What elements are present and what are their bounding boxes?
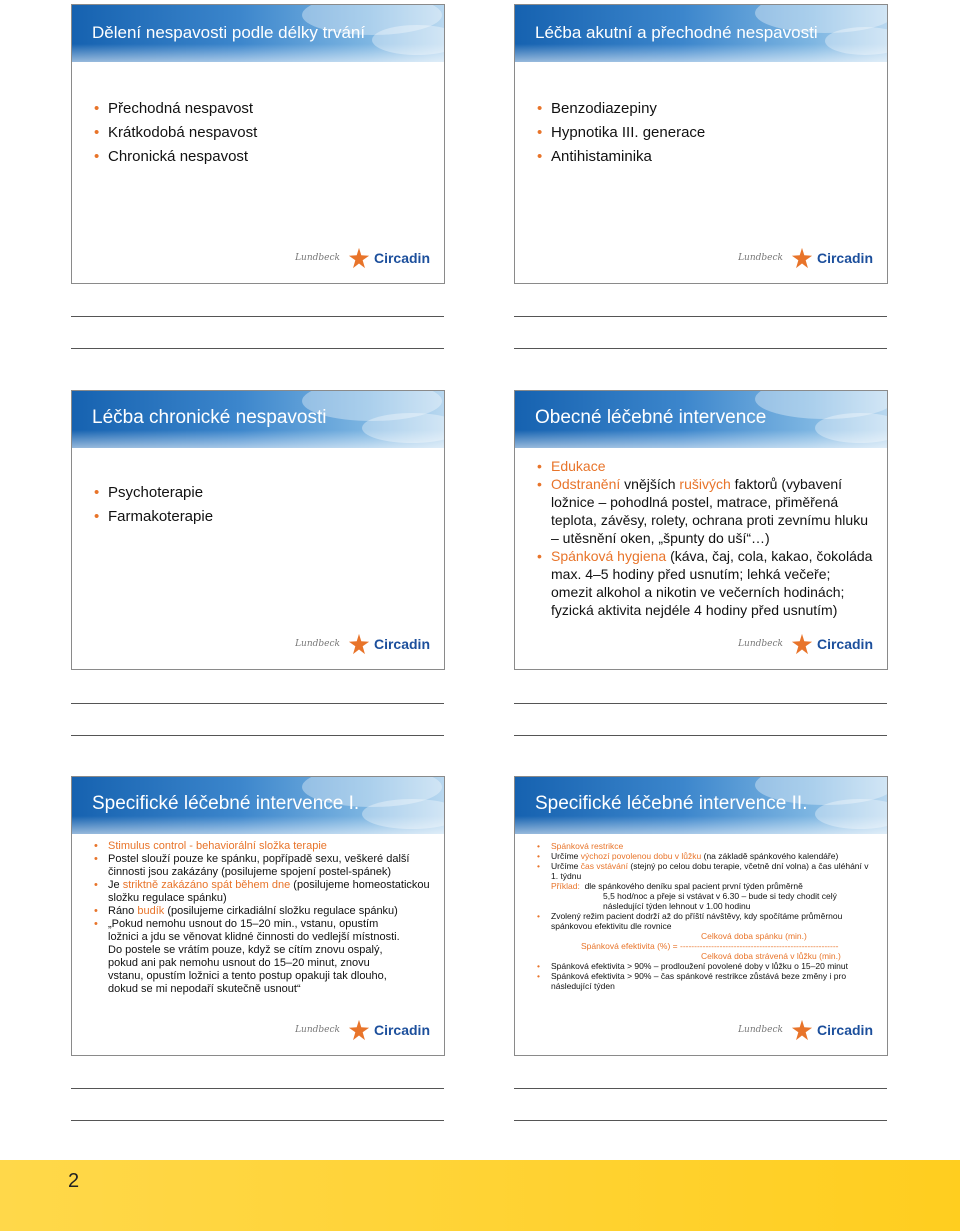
slide-3 <box>71 390 445 670</box>
page-number: 2 <box>68 1170 80 1192</box>
notes-line <box>514 1088 887 1089</box>
bullet: • Určíme čas vstávání (stejný po celou dobu terapie, včetně dní volna) a čas uléhání v 1. týdnu <box>535 861 875 881</box>
notes-line <box>514 316 887 317</box>
slide-title: Dělení nespavosti podle délky trvání <box>92 23 366 42</box>
bullet: • Spánková hygiena (káva, čaj, cola, kakao, čokoláda max. 4–5 hodiny před usnutím; lehká večeře; omezit alkohol a nikotin ve večerních hodinách; fyzická aktivita nejdéle 4 hodiny před usnutím) <box>535 547 873 619</box>
slide-header <box>72 5 444 62</box>
bullet: • Postel slouží pouze ke spánku, popřípadě sexu, veškeré další činnosti jsou zakázány (posilujeme spojení postel-spánek) <box>92 853 434 879</box>
bullet: • Spánková restrikce <box>535 841 875 851</box>
slide-title: Specifické léčebné intervence I. <box>92 793 360 814</box>
circadin-logo: Lundbeck Circadin <box>738 1019 873 1041</box>
bullet: • Farmakoterapie <box>92 505 213 529</box>
slide-4 <box>514 390 888 670</box>
bullet: • Odstranění vnějších rušivých faktorů (vybavení ložnice – pohodlná postel, matrace, přiměřená teplota, závěsy, rolety, ochrana proti zevnímu hluku – utěsnění oken, „špunty do uší“…) <box>535 475 873 547</box>
circadin-logo: Lundbeck Circadin <box>295 633 430 655</box>
star-icon <box>348 1019 370 1041</box>
slide-2 <box>514 4 888 284</box>
slide-header <box>515 5 887 62</box>
star-icon <box>348 247 370 269</box>
bullet: • Edukace <box>535 457 873 475</box>
notes-line <box>514 1120 887 1121</box>
bullet: • Určíme výchozí povolenou dobu v lůžku (na základě spánkového kalendáře) <box>535 851 875 861</box>
page-footer <box>0 1160 960 1231</box>
bullet: • Je striktně zakázáno spát během dne (posilujeme homeostatickou složku regulace spánku) <box>92 879 434 905</box>
notes-line <box>514 703 887 704</box>
bullet: • Psychoterapie <box>92 481 213 505</box>
star-icon <box>348 633 370 655</box>
slide-6 <box>514 776 888 1056</box>
slide-title: Obecné léčebné intervence <box>535 407 767 428</box>
notes-line <box>71 348 444 349</box>
bullet-list <box>92 97 257 169</box>
notes-line <box>514 735 887 736</box>
bullet-list <box>92 840 434 996</box>
star-icon <box>791 247 813 269</box>
bullet: • Krátkodobá nespavost <box>92 121 257 145</box>
equation: Celková doba spánku (min.) Spánková efektivita (%) = -------------------------------------------------------- Celková doba strávená v lůžku (min.) <box>581 931 841 961</box>
notes-line <box>71 316 444 317</box>
bullet-list <box>92 481 213 529</box>
circadin-logo: Lundbeck Circadin <box>295 247 430 269</box>
slide-title: Léčba akutní a přechodné nespavosti <box>535 23 818 42</box>
slide-5 <box>71 776 445 1056</box>
slide-header <box>515 391 887 448</box>
bullet: • Hypnotika III. generace <box>535 121 705 145</box>
bullet: • Ráno budík (posilujeme cirkadiální složku regulace spánku) <box>92 905 434 918</box>
bullet: • Spánková efektivita > 90% – čas spánkové restrikce zůstává beze změny i pro následující týden <box>535 971 875 991</box>
notes-line <box>71 703 444 704</box>
bullet: • Antihistaminika <box>535 145 705 169</box>
bullet: • Přechodná nespavost <box>92 97 257 121</box>
slide-title: Léčba chronické nespavosti <box>92 407 327 428</box>
example-label: Příklad: <box>551 881 580 891</box>
bullet: • Benzodiazepiny <box>535 97 705 121</box>
circadin-logo: Lundbeck Circadin <box>738 633 873 655</box>
notes-line <box>514 348 887 349</box>
circadin-logo: Lundbeck Circadin <box>738 247 873 269</box>
bullet: • Stimulus control - behaviorální složka terapie <box>92 840 434 853</box>
star-icon <box>791 1019 813 1041</box>
slide-header <box>515 777 887 834</box>
slide-header <box>72 391 444 448</box>
circadin-logo: Lundbeck Circadin <box>295 1019 430 1041</box>
bullet-list <box>535 457 873 619</box>
slide-title: Specifické léčebné intervence II. <box>535 793 808 814</box>
bullet-list <box>535 97 705 169</box>
example-block: Příklad: dle spánkového deníku spal pacient první týden průměrně 5,5 hod/noc a přeje si vstávat v 6.30 – bude si tedy chodit celý následující týden lehnout v 1.00 hodinu <box>551 881 837 911</box>
slide-header <box>72 777 444 834</box>
bullet: • Spánková efektivita > 90% – prodloužení povolené doby v lůžku o 15–20 minut <box>535 961 875 971</box>
bullet: • „Pokud nemohu usnout do 15–20 min., vstanu, opustím ložnici a jdu se věnovat klidné činnosti do vedlejší místnosti. Do postele se vrátím pouze, když se cítím znovu ospalý, pokud ani pak nemohu usnout do 15–20 minut, znovu vstanu, opustím ložnici a tento postup opakuji tak dlouho, dokud se mi nepodaří skutečně usnout“ <box>92 918 408 996</box>
bullet: • Zvolený režim pacient dodrží až do příští návštěvy, kdy spočítáme průměrnou spánkovou efektivitu dle rovnice <box>535 911 875 931</box>
star-icon <box>791 633 813 655</box>
notes-line <box>71 735 444 736</box>
bullet: • Chronická nespavost <box>92 145 257 169</box>
bullet-list <box>535 841 875 991</box>
slide-1 <box>71 4 445 284</box>
notes-line <box>71 1120 444 1121</box>
notes-line <box>71 1088 444 1089</box>
